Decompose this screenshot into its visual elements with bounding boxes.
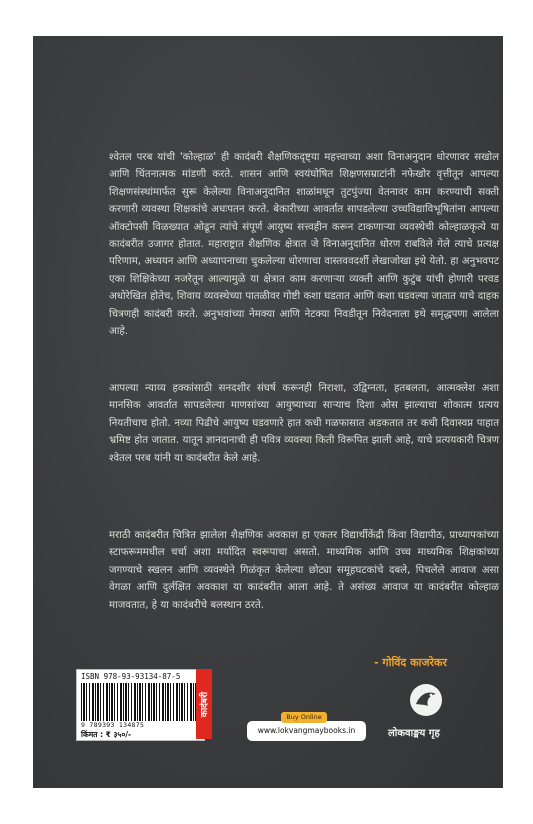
publisher-name: लोकवाङ्मय गृह bbox=[388, 728, 440, 739]
genre-label: कादंबरी bbox=[200, 691, 211, 717]
barcode-digits: 9 789393 134875 bbox=[81, 721, 145, 729]
publisher-logo-icon bbox=[406, 680, 446, 720]
website-link[interactable]: www.lokvangmaybooks.in bbox=[257, 726, 356, 735]
blurb-signature: - गोविंद काजरेकर bbox=[374, 656, 447, 669]
isbn-barcode-box bbox=[76, 669, 205, 741]
buy-online-box[interactable] bbox=[247, 713, 366, 741]
barcode-icon bbox=[81, 683, 199, 721]
blurb-paragraph-3: मराठी कादंबरीत चित्रित झालेला शैक्षणिक अवकाश हा एकतर विद्यार्थीकेंद्री किंवा विद्यापीठ, प्राध्यापकांच्या स्टाफरूममधील चर्चा अशा मर्यादित स्वरूपाचा असतो. माध्यमिक आणि उच्च माध्यमिक शिक्षकांच्या जगण्याचे स्खलन आणि व्यवस्थेने गिळंकृत केलेल्या छोट्या समूहघटकांचे दबले, पिचलेले आवाज असा वेगळा आणि दुर्लक्षित अवकाश या कादंबरीत आला आहे. ते असंख्य आवाज या कादंबरीत कोल्हाळ माजवतात, हे या कादंबरीचे बलस्थान ठरते. bbox=[109, 530, 499, 611]
price-label: किंमत : ₹ ३५०/- bbox=[81, 730, 132, 739]
isbn-text: ISBN 978-93-93134-87-5 bbox=[81, 672, 181, 681]
blurb-paragraph-2: आपल्या न्याय्य हक्कांसाठी सनदशीर संघर्ष करूनही निराशा, उद्विग्नता, हतबलता, आत्मक्लेश अशा मानसिक आवर्तात सापडलेल्या माणसांच्या आयुष्याच्या साऱ्याच दिशा ओस झाल्याचा शोकात्म प्रत्यय नियतीचाच होतो. नव्या पिढीचे आयुष्य घडवणारे हात कधी गळफासात अडकतात तर कधी दिवास्वप्न पाहात भ्रमिष्ट होत जातात. यातून ज्ञानदानाची ही पवित्र व्यवस्था किती विरूपित झाली आहे, याचे प्रत्ययकारी चित्रण श्वेतल परब यांनी या कादंबरीत केले आहे. bbox=[109, 383, 499, 464]
buy-online-button[interactable]: Buy Online bbox=[281, 712, 327, 723]
genre-tab bbox=[196, 669, 212, 739]
blurb-paragraph-1: श्वेतल परब यांची 'कोल्हाळ' ही कादंबरी शैक्षणिकदृष्ट्या महत्त्वाच्या अशा विनाअनुदान धोरणावर सखोल आणि चिंतनात्मक मांडणी करते. शासन आणि स्वयंघोषित शिक्षणसम्राटांनी नफेखोर वृत्तीतून आपल्या शिक्षणसंस्थांमार्फत सुरू केलेल्या विनाअनुदानित शाळांमधून तुटपुंज्या वेतनावर काम करण्याची सक्ती करणारी व्यवस्था शिक्षकांचे अधःपतन करते. बेकारीच्या आवर्तात सापडलेल्या उच्चविद्याविभूषितांना आपल्या ऑक्टोपसी विळख्यात ओढून त्यांचे संपूर्ण आयुष्य सत्त्वहीन करून टाकणाऱ्या व्यवस्थेची कोल्हाळकृत्ये या कादंबरीत उजागर होतात. महाराष्ट्रात शैक्षणिक क्षेत्रात जे विनाअनुदानित धोरण राबविले गेले त्याचे प्रत्यक्ष परिणाम, अध्ययन आणि अध्यापनाच्या चुकलेल्या धोरणाचा वास्तववदर्शी लेखाजोखा इथे येतो. हा अनुभवपट एका शिक्षिकेच्या नजरेतून आल्यामुळे या क्षेत्रात काम करणाऱ्या व्यक्ती आणि कुटुंब यांची होणारी परवड अधोरेखित होतेच, शिवाय व्यवस्थेच्या पातळीवर गोष्टी कशा घडतात आणि कशा घडवल्या जातात याचे दाहक चित्रणही कादंबरी करते. अनुभवांच्या नेमक्या आणि नेटक्या निवडीतून निवेदनाला इथे समृद्धपणा आलेला आहे. bbox=[109, 152, 499, 338]
